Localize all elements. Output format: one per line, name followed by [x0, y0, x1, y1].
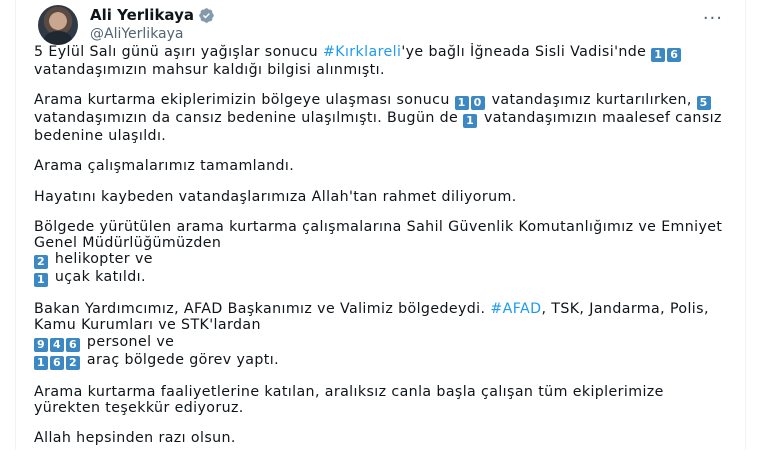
- text: vatandaşımızın maalesef cansız bedenine ulaşıldı.: [34, 110, 722, 145]
- keycap-digit: 0: [471, 96, 485, 110]
- author-handle[interactable]: @AliYerlikaya: [90, 26, 184, 42]
- hashtag-afad[interactable]: #AFAD: [490, 301, 542, 318]
- paragraph-7: Arama kurtarma faaliyetlerine katılan, aralıksız canla başla çalışan tüm ekiplerimize yürekten teşekkür ediyoruz.: [34, 383, 664, 416]
- text: Bakan Yardımcımız, AFAD Başkanımız ve Valimiz bölgedeydi.: [34, 301, 491, 318]
- text: vatandaşımızın da cansız bedenine ulaşılmıştı. Bugün de: [34, 110, 464, 127]
- text: personel ve: [82, 333, 175, 350]
- tweet-card: [15, 0, 746, 450]
- text: vatandaşımız kurtarılırken,: [486, 92, 697, 109]
- text: helikopter ve: [50, 251, 153, 268]
- keycap-digit: 1: [463, 114, 477, 128]
- paragraph-1: [34, 44, 734, 78]
- text: 'ye bağlı İğneada Sisli Vadisi'nde: [401, 44, 652, 60]
- paragraph-3: Arama çalışmalarımız tamamlandı.: [34, 158, 295, 175]
- hashtag-kirklareli[interactable]: #Kırklareli: [322, 44, 402, 60]
- avatar[interactable]: [38, 5, 78, 45]
- paragraph-4: Hayatını kaybeden vatandaşlarımıza Allah'tan rahmet diliyorum.: [34, 188, 517, 205]
- keycap-digit: 1: [455, 96, 469, 110]
- keycap-digit: 1: [34, 273, 48, 287]
- keycap-digit: 9: [34, 338, 48, 352]
- keycap-digit: 6: [66, 338, 80, 352]
- text: uçak katıldı.: [50, 269, 146, 286]
- text: Arama kurtarma ekiplerimizin bölgeye ulaşması sonucu: [34, 92, 455, 109]
- keycap-digit: 2: [66, 356, 80, 370]
- keycap-digit: 1: [34, 356, 48, 370]
- keycap-digit: 2: [34, 255, 48, 269]
- paragraph-2: [34, 92, 734, 144]
- keycap-digit: 5: [697, 96, 711, 110]
- text: vatandaşımızın mahsur kaldığı bilgisi alınmıştı.: [34, 62, 385, 78]
- keycap-digit: 4: [50, 338, 64, 352]
- paragraph-6: [34, 301, 734, 369]
- more-options-icon[interactable]: ···: [702, 8, 723, 29]
- avatar-figure: [44, 31, 72, 45]
- text: , TSK, Jandarma, Polis, Kamu Kurumları ve STK'lardan: [34, 301, 709, 334]
- keycap-digit: 1: [651, 48, 665, 62]
- paragraph-8: Allah hepsinden razı olsun.: [34, 430, 236, 447]
- keycap-digit: 6: [50, 356, 64, 370]
- author-name[interactable]: Ali Yerlikaya: [90, 6, 194, 24]
- text: Bölgede yürütülen arama kurtarma çalışmalarına Sahil Güvenlik Komutanlığımız ve Emniyet Genel Müdürlüğümüzden: [34, 218, 723, 252]
- author-name-row: [90, 6, 215, 24]
- text: 5 Eylül Salı günü aşırı yağışlar sonucu: [34, 44, 323, 60]
- text: araç bölgede görev yaptı.: [82, 351, 279, 368]
- verified-badge-icon: [198, 7, 215, 24]
- tweet-text: [34, 44, 734, 460]
- keycap-digit: 6: [667, 48, 681, 62]
- paragraph-5: [34, 219, 734, 287]
